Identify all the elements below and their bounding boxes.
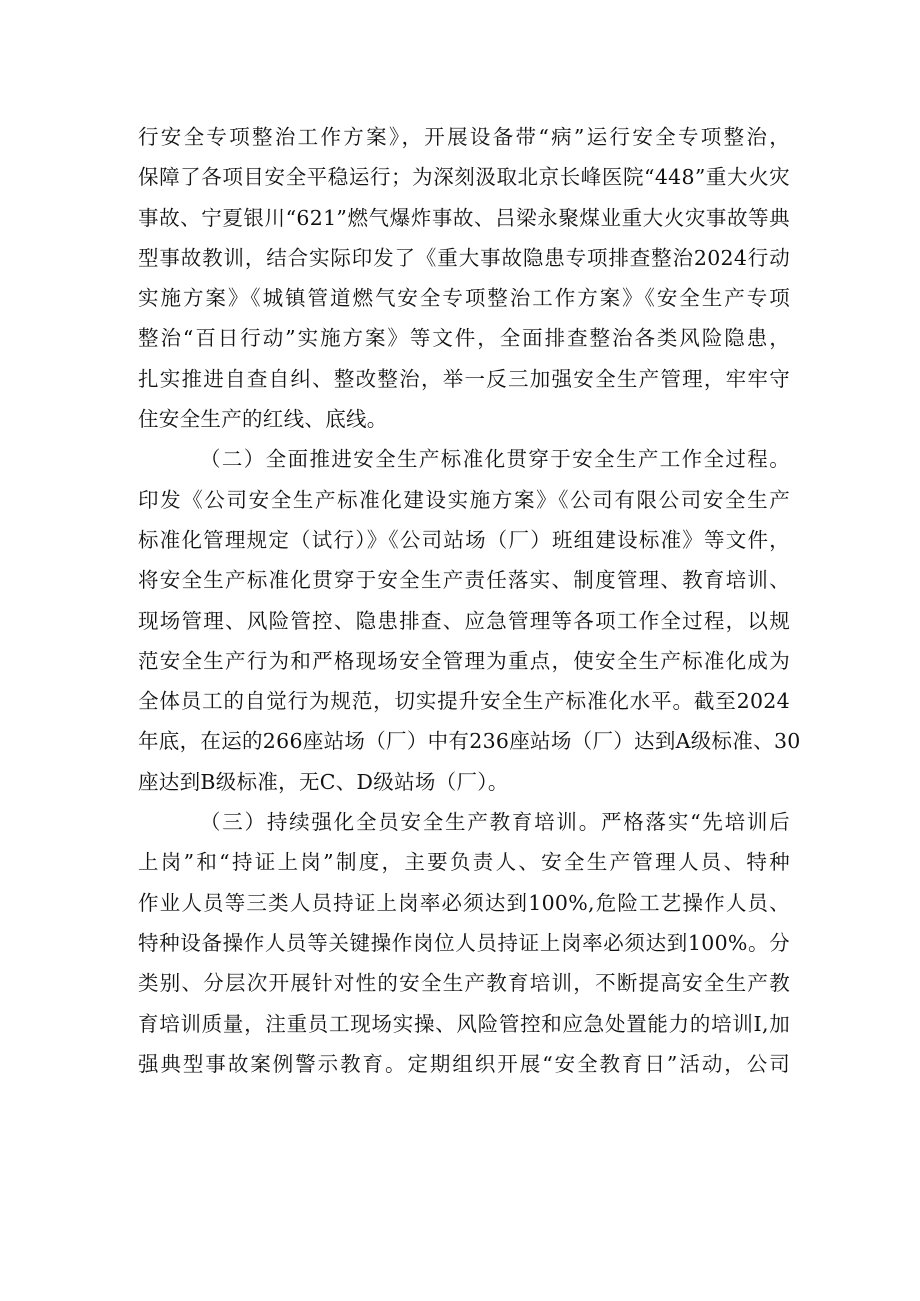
text-line: 整治“百日行动”实施方案》等文件，全面排查整治各类风险隐患， xyxy=(138,326,790,351)
document-body xyxy=(138,117,801,1084)
text-line: 实施方案》《城镇管道燃气安全专项整治工作方案》《安全生产专项 xyxy=(138,286,790,311)
text-line: 年底，在运的266座站场（厂）中有236座站场（厂）达到A级标准、30 xyxy=(138,729,801,754)
text-line: 将安全生产标准化贯穿于安全生产责任落实、制度管理、教育培训、 xyxy=(138,568,790,593)
text-line: 事故、宁夏银川“621”燃气爆炸事故、吕梁永聚煤业重大火灾事故等典 xyxy=(138,205,790,230)
text-line: 印发《公司安全生产标准化建设实施方案》《公司有限公司安全生产 xyxy=(138,487,790,512)
text-line: 类别、分层次开展针对性的安全生产教育培训，不断提高安全生产教 xyxy=(138,971,790,996)
paragraph-2 xyxy=(138,439,801,802)
text-line: 座达到B级标准，无C、D级站场（厂）。 xyxy=(138,769,509,794)
text-line: 行安全专项整治工作方案》，开展设备带“病”运行安全专项整治， xyxy=(138,125,790,149)
text-line: 范安全生产行为和严格现场安全管理为重点，使安全生产标准化成为 xyxy=(138,648,790,673)
text-line: 强典型事故案例警示教育。定期组织开展“安全教育日”活动，公司 xyxy=(138,1051,790,1076)
text-line: 扎实推进自查自纠、整改整治，举一反三加强安全生产管理，牢牢守 xyxy=(138,366,790,391)
text-line: 全体员工的自觉行为规范，切实提升安全生产标准化水平。截至2024 xyxy=(138,689,790,714)
text-line: 作业人员等三类人员持证上岗率必须达到100%,危险工艺操作人员、 xyxy=(138,890,790,915)
text-line: 特种设备操作人员等关键操作岗位人员持证上岗率必须达到100%。分 xyxy=(138,930,790,955)
text-line: 现场管理、风险管控、隐患排查、应急管理等各项工作全过程，以规 xyxy=(138,608,790,633)
paragraph-3 xyxy=(138,802,790,1084)
text-line: 型事故教训，结合实际印发了《重大事故隐患专项排查整治2024行动 xyxy=(138,245,790,270)
paragraph-1 xyxy=(138,117,790,439)
section-heading-line: （二）全面推进安全生产标准化贯穿于安全生产工作全过程。 xyxy=(200,447,790,472)
text-line: 上岗”和“持证上岗”制度，主要负责人、安全生产管理人员、特种 xyxy=(138,850,790,875)
text-line: 住安全生产的红线、底线。 xyxy=(138,407,388,432)
text-line: 育培训质量，注重员工现场实操、风险管控和应急处置能力的培训I,加 xyxy=(138,1011,790,1036)
section-heading-line: （三）持续强化全员安全生产教育培训。严格落实“先培训后 xyxy=(200,810,790,835)
text-line: 保障了各项目安全平稳运行；为深刻汲取北京长峰医院“448”重大火灾 xyxy=(138,165,790,190)
text-line: 标准化管理规定（试行）》《公司站场（厂）班组建设标准》等文件， xyxy=(138,527,790,552)
